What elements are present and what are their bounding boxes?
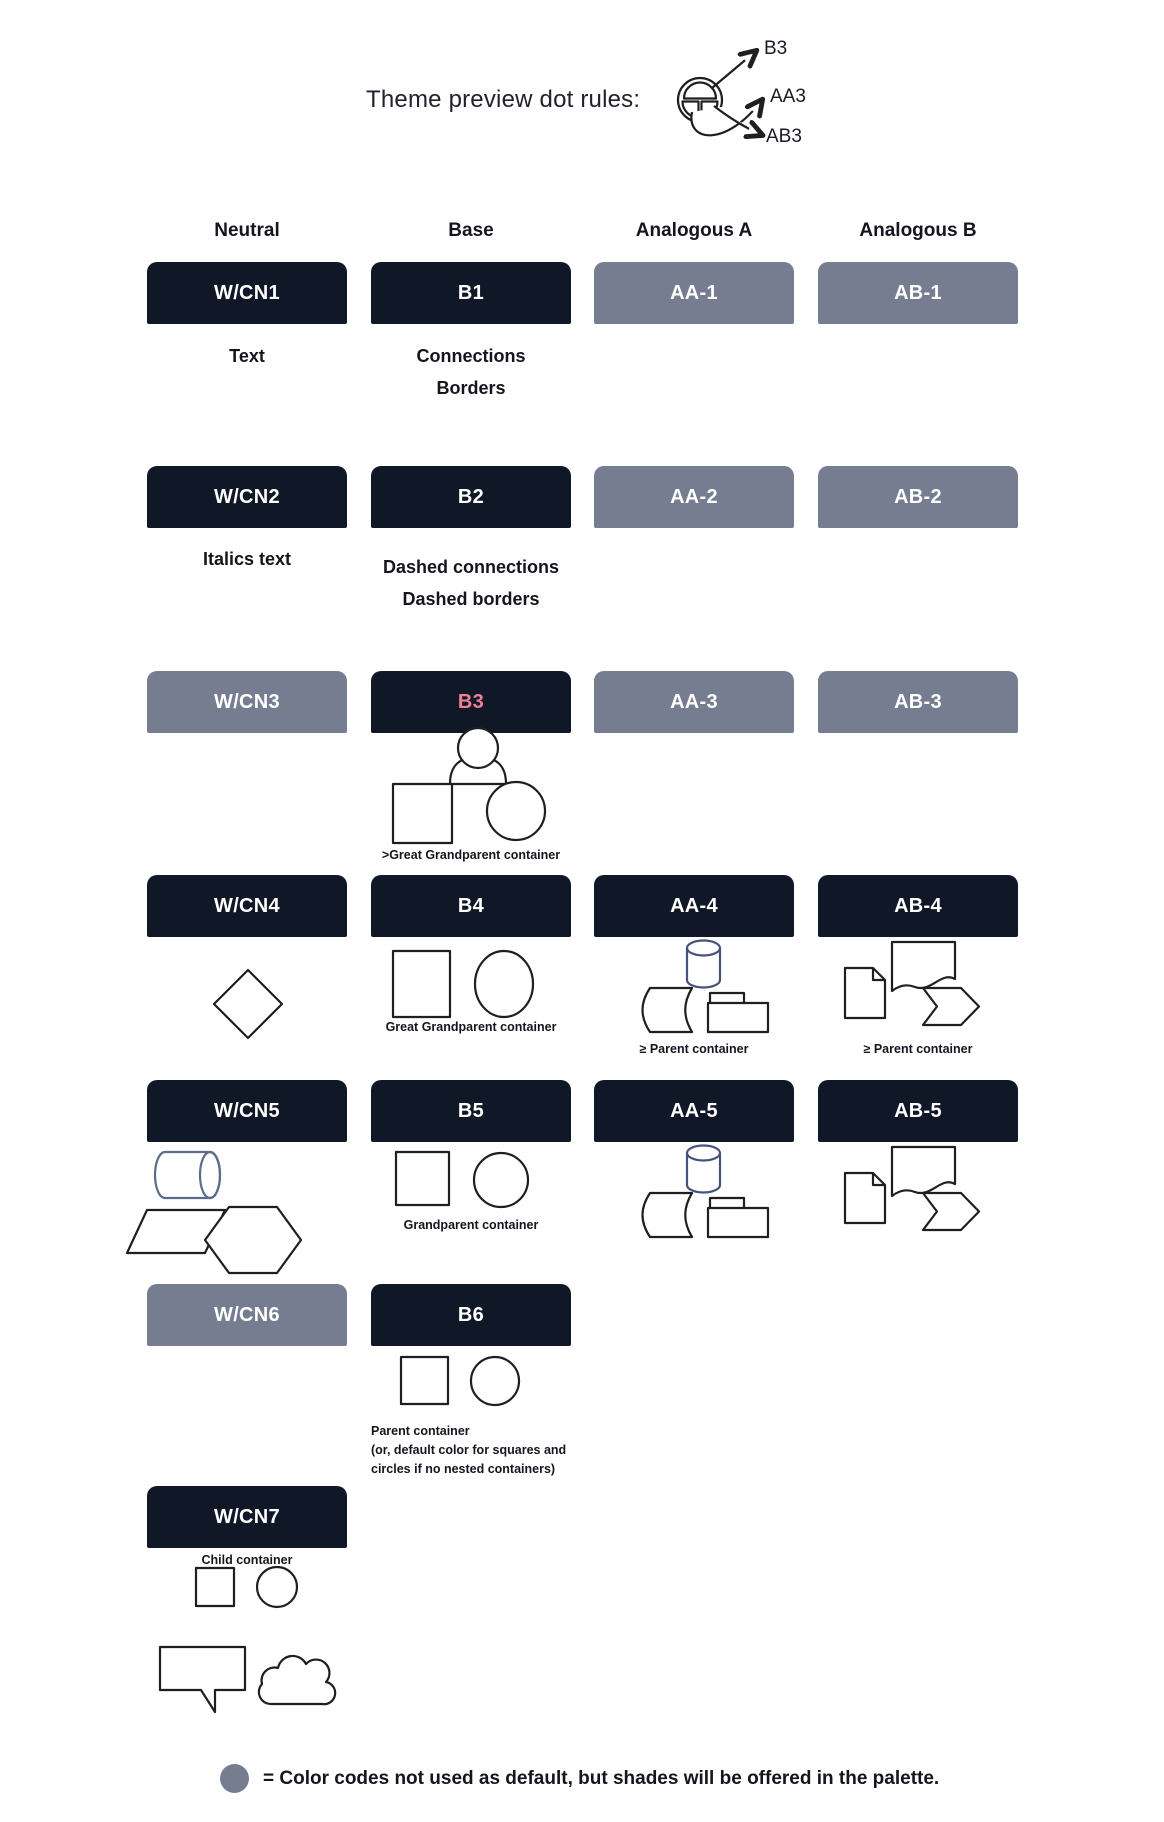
column-header-analogous-b: Analogous B (859, 220, 977, 241)
swatch-aa5-label: AA-5 (670, 1099, 718, 1122)
legend-dot-icon (220, 1764, 249, 1793)
square-icon (196, 1568, 234, 1606)
aa4-shape-cluster (630, 938, 780, 1038)
swatch-wcn5-label: W/CN5 (214, 1099, 280, 1122)
square-icon (401, 1357, 448, 1404)
swatch-b6-label: B6 (457, 1303, 485, 1326)
swatch-b3 (371, 671, 571, 733)
swatch-wcn5 (147, 1080, 347, 1142)
chevron-icon (923, 988, 979, 1025)
swatch-aa4-label: AA-4 (670, 894, 718, 917)
note-italics-text: Italics text (202, 549, 292, 569)
swatch-ab3-label: AB-3 (894, 690, 942, 713)
ab4-shape-cluster (835, 935, 985, 1035)
circle-icon (257, 1567, 297, 1607)
circle-icon (475, 951, 533, 1017)
column-header-analogous-a: Analogous A (635, 220, 753, 241)
wavy-document-icon (892, 1147, 955, 1196)
b5-shape-cluster (385, 1148, 545, 1213)
note-dashed-connections: Dashed connections (382, 557, 560, 577)
swatch-b2 (371, 466, 571, 528)
swatch-aa5 (594, 1080, 794, 1142)
swatch-aa2 (594, 466, 794, 528)
note-dashed-borders: Dashed borders (402, 589, 540, 609)
wcn4-shape-cluster (213, 968, 285, 1040)
swatch-wcn4-label: W/CN4 (214, 894, 280, 917)
swatch-wcn3 (147, 671, 347, 733)
swatch-wcn1-label: W/CN1 (214, 281, 280, 304)
note-borders: Borders (436, 378, 506, 398)
swatch-aa1-label: AA-1 (670, 281, 718, 304)
person-head-icon (458, 728, 498, 768)
swatch-b4-label: B4 (457, 894, 485, 917)
frame-icon (708, 1003, 768, 1032)
b5-caption: Grandparent container (403, 1218, 539, 1232)
swatch-ab4 (818, 875, 1018, 937)
swatch-b1 (371, 262, 571, 324)
document-icon (845, 968, 885, 1018)
legend-text: = Color codes not used as default, but shades will be offered in the palette. (263, 1768, 940, 1789)
dot-label-ab3: AB3 (766, 126, 802, 147)
swatch-wcn2 (147, 466, 347, 528)
swatch-b5 (371, 1080, 571, 1142)
swatch-wcn6 (147, 1284, 347, 1346)
swatch-aa2-label: AA-2 (670, 485, 718, 508)
diamond-icon (214, 970, 282, 1038)
square-icon (393, 784, 452, 843)
swatch-wcn3-label: W/CN3 (214, 690, 280, 713)
b4-shape-cluster (385, 948, 545, 1023)
swatch-wcn2-label: W/CN2 (214, 485, 280, 508)
aa5-shape-cluster (630, 1143, 780, 1243)
swatch-b4 (371, 875, 571, 937)
swatch-wcn4 (147, 875, 347, 937)
swatch-b2-label: B2 (457, 485, 485, 508)
document-icon (845, 1173, 885, 1223)
swatch-ab1-label: AB-1 (894, 281, 942, 304)
circle-icon (487, 782, 545, 840)
swatch-aa4 (594, 875, 794, 937)
stored-data-icon (643, 988, 693, 1032)
ab5-shape-cluster (835, 1140, 985, 1240)
swatch-ab4-label: AB-4 (894, 894, 942, 917)
theme-preview-dot-icon (650, 20, 780, 160)
page-title: Theme preview dot rules: (366, 86, 641, 113)
ab4-caption: ≥ Parent container (863, 1042, 973, 1056)
wcn5-shape-cluster (125, 1140, 315, 1280)
aa4-caption: ≥ Parent container (639, 1042, 749, 1056)
dot-label-b3: B3 (764, 38, 788, 59)
swatch-aa1 (594, 262, 794, 324)
swatch-ab2 (818, 466, 1018, 528)
cylinder-top-icon (687, 941, 720, 956)
column-header-base: Base (448, 220, 494, 241)
swatch-ab3 (818, 671, 1018, 733)
chevron-icon (923, 1193, 979, 1230)
swatch-aa3-label: AA-3 (670, 690, 718, 713)
swatch-aa3 (594, 671, 794, 733)
b6-caption-line1: Parent container (371, 1424, 470, 1438)
b6-caption-line3: circles if no nested containers) (371, 1462, 556, 1476)
swatch-wcn6-label: W/CN6 (214, 1303, 280, 1326)
b3-caption: >Great Grandparent container (381, 848, 561, 862)
wcn7-extra-shape-cluster (150, 1642, 350, 1722)
wcn7-caption: Child container (201, 1553, 293, 1567)
wavy-document-icon (892, 942, 955, 991)
b6-shape-cluster (392, 1352, 532, 1410)
swatch-b6 (371, 1284, 571, 1346)
speech-bubble-icon (160, 1647, 245, 1712)
swatch-ab5-label: AB-5 (894, 1099, 942, 1122)
dot-label-aa3: AA3 (770, 86, 806, 107)
column-header-neutral: Neutral (214, 220, 280, 241)
swatch-b5-label: B5 (457, 1099, 485, 1122)
swatch-wcn7-label: W/CN7 (214, 1505, 280, 1528)
swatch-ab2-label: AB-2 (894, 485, 942, 508)
cylinder-top-icon (687, 1146, 720, 1161)
swatch-wcn1 (147, 262, 347, 324)
arrow-to-b3 (712, 51, 756, 88)
wcn7-shape-cluster (185, 1562, 310, 1612)
circle-icon (474, 1153, 528, 1207)
horizontal-cylinder-icon (155, 1152, 220, 1198)
square-icon (396, 1152, 449, 1205)
frame-icon (708, 1208, 768, 1237)
cloud-icon (259, 1656, 335, 1704)
circle-icon (471, 1357, 519, 1405)
swatch-b1-label: B1 (457, 281, 485, 304)
b4-caption: Great Grandparent container (385, 1020, 557, 1034)
swatch-ab5 (818, 1080, 1018, 1142)
swatch-ab1 (818, 262, 1018, 324)
b3-shape-cluster (380, 725, 560, 850)
stored-data-icon (643, 1193, 693, 1237)
square-icon (393, 951, 450, 1017)
swatch-b3-label: B3 (457, 690, 485, 713)
b6-caption-line2: (or, default color for squares and (371, 1443, 567, 1457)
note-text: Text (229, 346, 265, 366)
swatch-wcn7 (147, 1486, 347, 1548)
note-connections: Connections (416, 346, 526, 366)
